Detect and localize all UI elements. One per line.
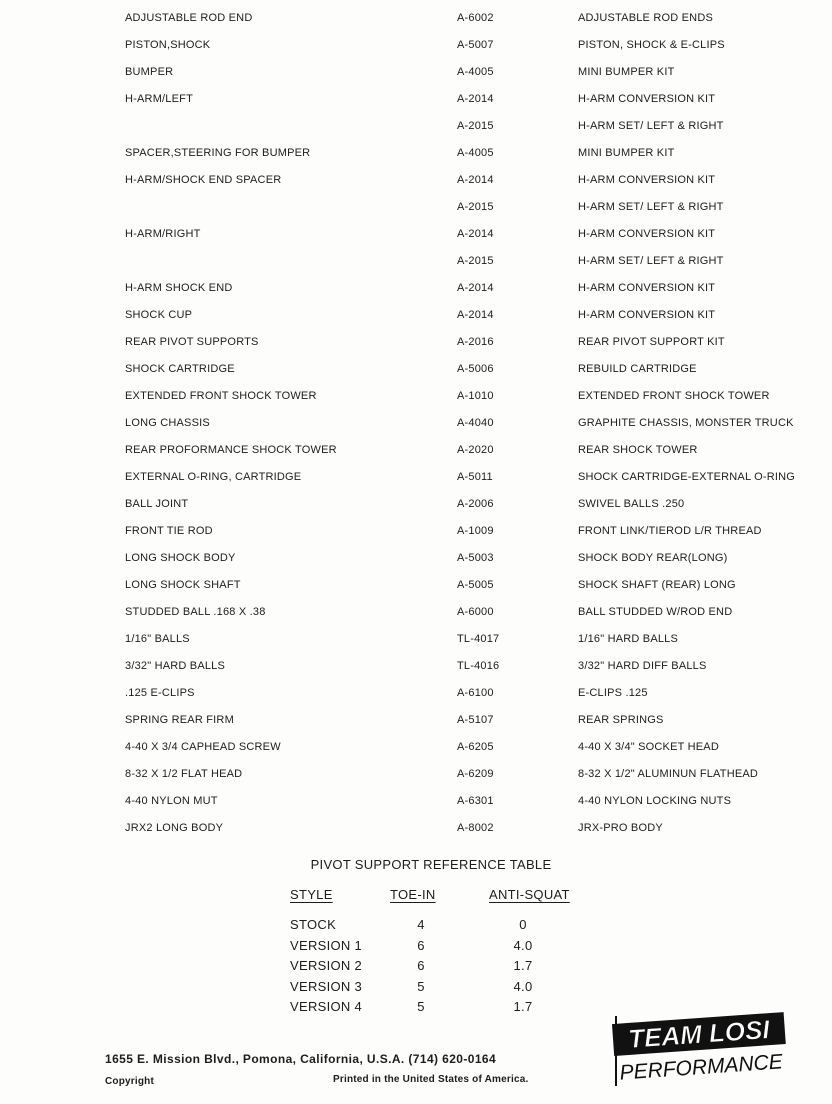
part-description: EXTENDED FRONT SHOCK TOWER bbox=[125, 390, 317, 402]
part-number: A-6209 bbox=[457, 768, 494, 780]
parts-row bbox=[0, 336, 832, 356]
kit-name: H-ARM CONVERSION KIT bbox=[578, 174, 716, 186]
parts-row bbox=[0, 228, 832, 248]
parts-row bbox=[0, 741, 832, 761]
part-number: A-2006 bbox=[457, 498, 494, 510]
parts-row bbox=[0, 498, 832, 518]
part-description: .125 E-CLIPS bbox=[125, 687, 195, 699]
part-number: A-5003 bbox=[457, 552, 494, 564]
parts-row bbox=[0, 147, 832, 167]
team-losi-logo bbox=[612, 1012, 788, 1088]
parts-row bbox=[0, 471, 832, 491]
part-number: A-2014 bbox=[457, 309, 494, 321]
parts-row bbox=[0, 120, 832, 140]
part-number: A-2014 bbox=[457, 174, 494, 186]
part-number: A-4040 bbox=[457, 417, 494, 429]
part-description: BUMPER bbox=[125, 66, 174, 78]
kit-name: H-ARM CONVERSION KIT bbox=[578, 282, 716, 294]
parts-row bbox=[0, 525, 832, 545]
part-description: H-ARM/SHOCK END SPACER bbox=[125, 174, 282, 186]
anti-squat-cell: 4.0 bbox=[513, 978, 533, 994]
parts-row bbox=[0, 579, 832, 599]
kit-name: REAR SPRINGS bbox=[578, 714, 664, 726]
kit-name: H-ARM CONVERSION KIT bbox=[578, 93, 716, 105]
kit-name: REBUILD CARTRIDGE bbox=[578, 363, 697, 375]
part-description: 4-40 X 3/4 CAPHEAD SCREW bbox=[125, 741, 281, 753]
style-cell: VERSION 2 bbox=[290, 958, 363, 973]
parts-row bbox=[0, 174, 832, 194]
part-number: A-2014 bbox=[457, 93, 494, 105]
header-style: STYLE bbox=[290, 887, 333, 902]
style-cell: VERSION 4 bbox=[290, 999, 363, 1014]
kit-name: SHOCK SHAFT (REAR) LONG bbox=[578, 579, 736, 591]
parts-row bbox=[0, 795, 832, 815]
part-description: 4-40 NYLON MUT bbox=[125, 795, 218, 807]
part-description: H-ARM/LEFT bbox=[125, 93, 193, 105]
part-description: LONG CHASSIS bbox=[125, 417, 210, 429]
kit-name: H-ARM SET/ LEFT & RIGHT bbox=[578, 201, 724, 213]
kit-name: MINI BUMPER KIT bbox=[578, 66, 675, 78]
part-number: A-2015 bbox=[457, 255, 494, 267]
reference-row bbox=[0, 958, 832, 978]
kit-name: 3/32" HARD DIFF BALLS bbox=[578, 660, 707, 672]
part-number: A-8002 bbox=[457, 822, 494, 834]
anti-squat-cell: 4.0 bbox=[513, 937, 533, 953]
part-number: A-2014 bbox=[457, 228, 494, 240]
parts-row bbox=[0, 714, 832, 734]
part-description: LONG SHOCK BODY bbox=[125, 552, 236, 564]
part-number: A-5006 bbox=[457, 363, 494, 375]
toe-in-cell: 5 bbox=[417, 978, 425, 994]
part-number: A-6000 bbox=[457, 606, 494, 618]
kit-name: 8-32 X 1/2" ALUMINUN FLATHEAD bbox=[578, 768, 759, 780]
part-description: 3/32" HARD BALLS bbox=[125, 660, 226, 672]
part-number: A-5007 bbox=[457, 39, 494, 51]
kit-name: SHOCK CARTRIDGE-EXTERNAL O-RING bbox=[578, 471, 796, 483]
kit-name: ADJUSTABLE ROD ENDS bbox=[578, 12, 714, 24]
part-number: A-5107 bbox=[457, 714, 494, 726]
part-number: A-5011 bbox=[457, 471, 493, 483]
part-number: A-2015 bbox=[457, 120, 494, 132]
parts-row bbox=[0, 39, 832, 59]
parts-row bbox=[0, 12, 832, 32]
toe-in-cell: 5 bbox=[417, 999, 425, 1014]
part-description: 8-32 X 1/2 FLAT HEAD bbox=[125, 768, 243, 780]
parts-row bbox=[0, 822, 832, 842]
part-description: SPRING REAR FIRM bbox=[125, 714, 234, 726]
header-toe-in: TOE-IN bbox=[390, 887, 436, 902]
part-description: REAR PROFORMANCE SHOCK TOWER bbox=[125, 444, 337, 456]
logo-performance-text: PERFORMANCE bbox=[618, 1050, 784, 1085]
parts-row bbox=[0, 309, 832, 329]
parts-row bbox=[0, 66, 832, 86]
parts-row bbox=[0, 255, 832, 275]
kit-name: SWIVEL BALLS .250 bbox=[578, 498, 685, 510]
anti-squat-cell: 1.7 bbox=[513, 958, 533, 973]
toe-in-cell: 6 bbox=[417, 937, 425, 953]
part-description: SHOCK CARTRIDGE bbox=[125, 363, 235, 375]
header-anti-squat: ANTI-SQUAT bbox=[489, 887, 570, 902]
part-number: A-5005 bbox=[457, 579, 494, 591]
part-number: A-6301 bbox=[457, 795, 494, 807]
anti-squat-cell: 1.7 bbox=[513, 999, 533, 1014]
parts-row bbox=[0, 363, 832, 383]
reference-row bbox=[0, 979, 832, 999]
kit-name: H-ARM CONVERSION KIT bbox=[578, 309, 716, 321]
part-description: REAR PIVOT SUPPORTS bbox=[125, 336, 259, 348]
kit-name: 4-40 NYLON LOCKING NUTS bbox=[578, 795, 732, 807]
toe-in-cell: 4 bbox=[417, 917, 425, 932]
style-cell: VERSION 3 bbox=[290, 978, 363, 994]
part-number: A-6002 bbox=[457, 12, 494, 24]
part-description: ADJUSTABLE ROD END bbox=[125, 12, 253, 24]
kit-name: JRX-PRO BODY bbox=[578, 822, 663, 834]
part-number: A-6205 bbox=[457, 741, 494, 753]
part-number: TL-4016 bbox=[457, 660, 500, 672]
toe-in-cell: 6 bbox=[417, 958, 425, 973]
parts-row bbox=[0, 633, 832, 653]
kit-name: 4-40 X 3/4" SOCKET HEAD bbox=[578, 741, 719, 753]
part-description: BALL JOINT bbox=[125, 498, 189, 510]
kit-name: EXTENDED FRONT SHOCK TOWER bbox=[578, 390, 770, 402]
parts-row bbox=[0, 93, 832, 113]
parts-row bbox=[0, 444, 832, 464]
reference-row bbox=[0, 917, 832, 937]
kit-name: REAR PIVOT SUPPORT KIT bbox=[578, 336, 725, 348]
part-number: A-2020 bbox=[457, 444, 494, 456]
part-description: FRONT TIE ROD bbox=[125, 525, 213, 537]
part-number: A-2014 bbox=[457, 282, 494, 294]
parts-row bbox=[0, 201, 832, 221]
part-description: SHOCK CUP bbox=[125, 309, 193, 321]
part-number: A-2016 bbox=[457, 336, 494, 348]
part-description: PISTON,SHOCK bbox=[125, 39, 211, 51]
parts-row bbox=[0, 390, 832, 410]
printed-in-text: Printed in the United States of America. bbox=[333, 1074, 529, 1085]
part-description: 1/16" BALLS bbox=[125, 633, 190, 645]
part-description: LONG SHOCK SHAFT bbox=[125, 579, 241, 591]
copyright-text: Copyright bbox=[105, 1076, 155, 1087]
parts-row bbox=[0, 552, 832, 572]
reference-table-title: PIVOT SUPPORT REFERENCE TABLE bbox=[310, 857, 552, 872]
parts-row bbox=[0, 660, 832, 680]
style-cell: VERSION 1 bbox=[290, 937, 363, 953]
style-cell: STOCK bbox=[290, 917, 337, 932]
reference-row bbox=[0, 938, 832, 958]
part-description: STUDDED BALL .168 X .38 bbox=[125, 606, 266, 618]
kit-name: PISTON, SHOCK & E-CLIPS bbox=[578, 39, 725, 51]
parts-row bbox=[0, 768, 832, 788]
parts-row bbox=[0, 417, 832, 437]
kit-name: FRONT LINK/TIEROD L/R THREAD bbox=[578, 525, 762, 537]
part-number: TL-4017 bbox=[457, 633, 500, 645]
kit-name: H-ARM SET/ LEFT & RIGHT bbox=[578, 255, 724, 267]
anti-squat-cell: 0 bbox=[519, 917, 527, 932]
company-address: 1655 E. Mission Blvd., Pomona, California, U.S.A. (714) 620-0164 bbox=[105, 1052, 497, 1066]
part-description: SPACER,STEERING FOR BUMPER bbox=[125, 147, 311, 159]
parts-row bbox=[0, 687, 832, 707]
logo-team-losi-text: TEAM LOSI bbox=[627, 1014, 771, 1054]
kit-name: GRAPHITE CHASSIS, MONSTER TRUCK bbox=[578, 417, 794, 429]
part-description: H-ARM SHOCK END bbox=[125, 282, 233, 294]
part-number: A-1009 bbox=[457, 525, 494, 537]
part-number: A-1010 bbox=[457, 390, 494, 402]
part-number: A-4005 bbox=[457, 66, 494, 78]
part-number: A-4005 bbox=[457, 147, 494, 159]
kit-name: REAR SHOCK TOWER bbox=[578, 444, 698, 456]
kit-name: BALL STUDDED W/ROD END bbox=[578, 606, 733, 618]
kit-name: H-ARM CONVERSION KIT bbox=[578, 228, 716, 240]
kit-name: SHOCK BODY REAR(LONG) bbox=[578, 552, 728, 564]
part-description: JRX2 LONG BODY bbox=[125, 822, 224, 834]
kit-name: H-ARM SET/ LEFT & RIGHT bbox=[578, 120, 724, 132]
kit-name: MINI BUMPER KIT bbox=[578, 147, 675, 159]
parts-row bbox=[0, 606, 832, 626]
part-description: H-ARM/RIGHT bbox=[125, 228, 201, 240]
part-number: A-6100 bbox=[457, 687, 494, 699]
parts-row bbox=[0, 282, 832, 302]
part-number: A-2015 bbox=[457, 201, 494, 213]
kit-name: 1/16" HARD BALLS bbox=[578, 633, 679, 645]
part-description: EXTERNAL O-RING, CARTRIDGE bbox=[125, 471, 302, 483]
kit-name: E-CLIPS .125 bbox=[578, 687, 648, 699]
